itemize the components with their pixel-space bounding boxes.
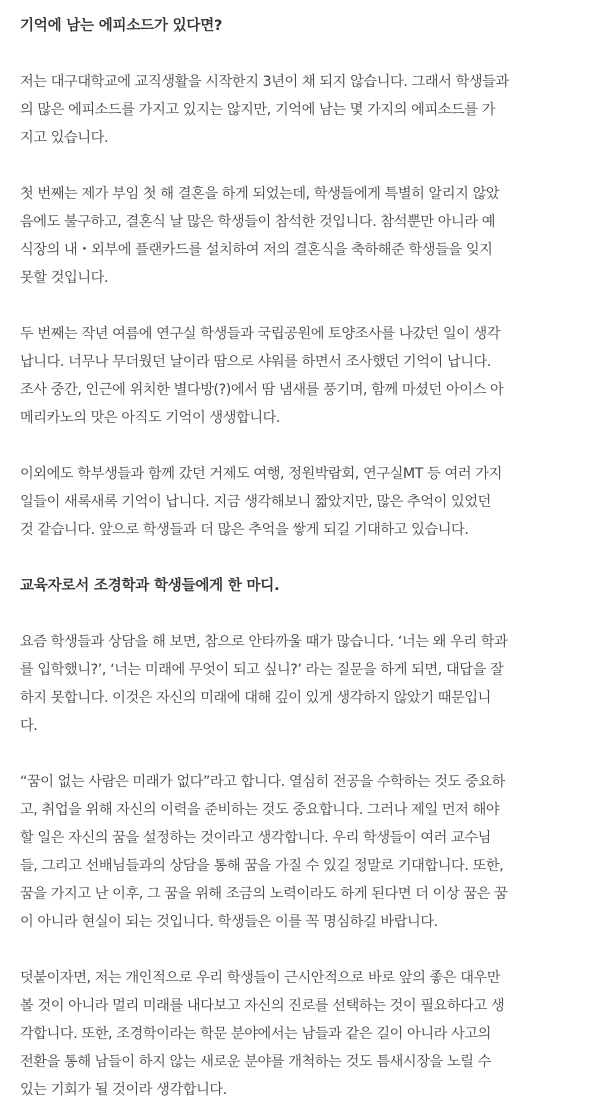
text-line: 저는 대구대학교에 교직생활을 시작한지 3년이 채 되지 않습니다. 그래서 학생들과 xyxy=(20,74,509,90)
section-heading-episodes: 기억에 남는 에피소드가 있다면? xyxy=(20,18,223,34)
text-line: “꿈이 없는 사람은 미래가 없다”라고 합니다. 열심히 전공을 수학하는 것도 중요하 xyxy=(20,774,505,790)
text-line: 일들이 새록새록 기억이 납니다. 지금 생각해보니 짧았지만, 많은 추억이 있었던 xyxy=(20,494,491,510)
text-line: 조사 중간, 인근에 위치한 별다방(?)에서 땀 냄새를 풍기며, 함께 마셨던 아이스 아 xyxy=(20,382,504,398)
section-heading-advice: 교육자로서 조경학과 학생들에게 한 마디. xyxy=(20,578,280,594)
text-line: 지고 있습니다. xyxy=(20,130,109,146)
text-line: 메리카노의 맛은 아직도 기억이 생생합니다. xyxy=(20,410,281,426)
text-line: 두 번째는 작년 여름에 연구실 학생들과 국립공원에 토양조사를 나갔던 일이 생각 xyxy=(20,326,501,342)
text-line: 음에도 불구하고, 결혼식 날 많은 학생들이 참석한 것입니다. 참석뿐만 아니라 예 xyxy=(20,214,496,230)
paragraph-gap xyxy=(20,740,591,768)
paragraph-other-episodes xyxy=(20,460,591,544)
text-line: 의 많은 에피소드를 가지고 있지는 않지만, 기억에 남는 몇 가지의 에피소드를 가 xyxy=(20,102,496,118)
paragraph-gap xyxy=(20,292,591,320)
text-line: 납니다. 너무나 무더웠던 날이라 땀으로 샤워를 하면서 조사했던 기억이 납니다. xyxy=(20,354,491,370)
text-line: 식장의 내・외부에 플랜카드를 설치하여 저의 결혼식을 축하해준 학생들을 잊지 xyxy=(20,242,493,258)
paragraph-intro xyxy=(20,68,591,152)
text-line: 를 입학했니?’, ‘너는 미래에 무엇이 되고 싶니?’ 라는 질문을 하게 되면, 대답을 잘 xyxy=(20,662,504,678)
paragraph-gap xyxy=(20,600,591,628)
text-line: 전환을 통해 남들이 하지 않는 새로운 분야를 개척하는 것도 틈새시장을 노릴 수 xyxy=(20,1054,491,1070)
text-line: 들, 그리고 선배님들과의 상담을 통해 꿈을 가질 수 있길 정말로 기대합니다. 또한, xyxy=(20,858,504,874)
text-line: 이외에도 학부생들과 함께 갔던 거제도 여행, 정원박람회, 연구실MT 등 여러 가지 xyxy=(20,466,502,482)
text-line: 하지 못합니다. 이것은 자신의 미래에 대해 깊이 있게 생각하지 않았기 때문입니 xyxy=(20,690,491,706)
text-line: 볼 것이 아니라 멀리 미래를 내다보고 자신의 진로를 선택하는 것이 필요하다고 생 xyxy=(20,998,505,1014)
text-line: 각합니다. 또한, 조경학이라는 학문 분야에서는 남들과 같은 길이 아니라 사고의 xyxy=(20,1026,491,1042)
paragraph-gap xyxy=(20,936,591,964)
paragraph-gap xyxy=(20,432,591,460)
text-line: 고, 취업을 위해 자신의 이력을 준비하는 것도 중요합니다. 그러나 제일 먼저 해야 xyxy=(20,802,500,818)
paragraph-gap xyxy=(20,152,591,180)
paragraph-second-episode xyxy=(20,320,591,432)
text-line: 있는 기회가 될 것이라 생각합니다. xyxy=(20,1082,227,1098)
text-line: 못할 것입니다. xyxy=(20,270,109,286)
text-line: 첫 번째는 제가 부임 첫 해 결혼을 하게 되었는데, 학생들에게 특별히 알리지 않았 xyxy=(20,186,500,202)
paragraph-gap xyxy=(20,544,591,572)
text-line: 요즘 학생들과 상담을 해 보면, 참으로 안타까울 때가 많습니다. ‘너는 왜 우리 학과 xyxy=(20,634,508,650)
paragraph-gap xyxy=(20,40,591,68)
text-line: 꿈을 가지고 난 이후, 그 꿈을 위해 조금의 노력이라도 하게 된다면 더 이상 꿈은 꿈 xyxy=(20,886,508,902)
paragraph-dreams xyxy=(20,768,591,936)
paragraph-closing xyxy=(20,964,591,1104)
text-line: 이 아니라 현실이 되는 것입니다. 학생들은 이를 꼭 명심하길 바랍니다. xyxy=(20,914,438,930)
paragraph-counseling xyxy=(20,628,591,740)
text-line: 것 같습니다. 앞으로 학생들과 더 많은 추억을 쌓게 되길 기대하고 있습니다. xyxy=(20,522,469,538)
paragraph-first-episode xyxy=(20,180,591,292)
text-line: 할 일은 자신의 꿈을 설정하는 것이라고 생각합니다. 우리 학생들이 여러 교수님 xyxy=(20,830,491,846)
text-line: 덧붙이자면, 저는 개인적으로 우리 학생들이 근시안적으로 바로 앞의 좋은 대우만 xyxy=(20,970,501,986)
text-line: 다. xyxy=(20,718,38,734)
